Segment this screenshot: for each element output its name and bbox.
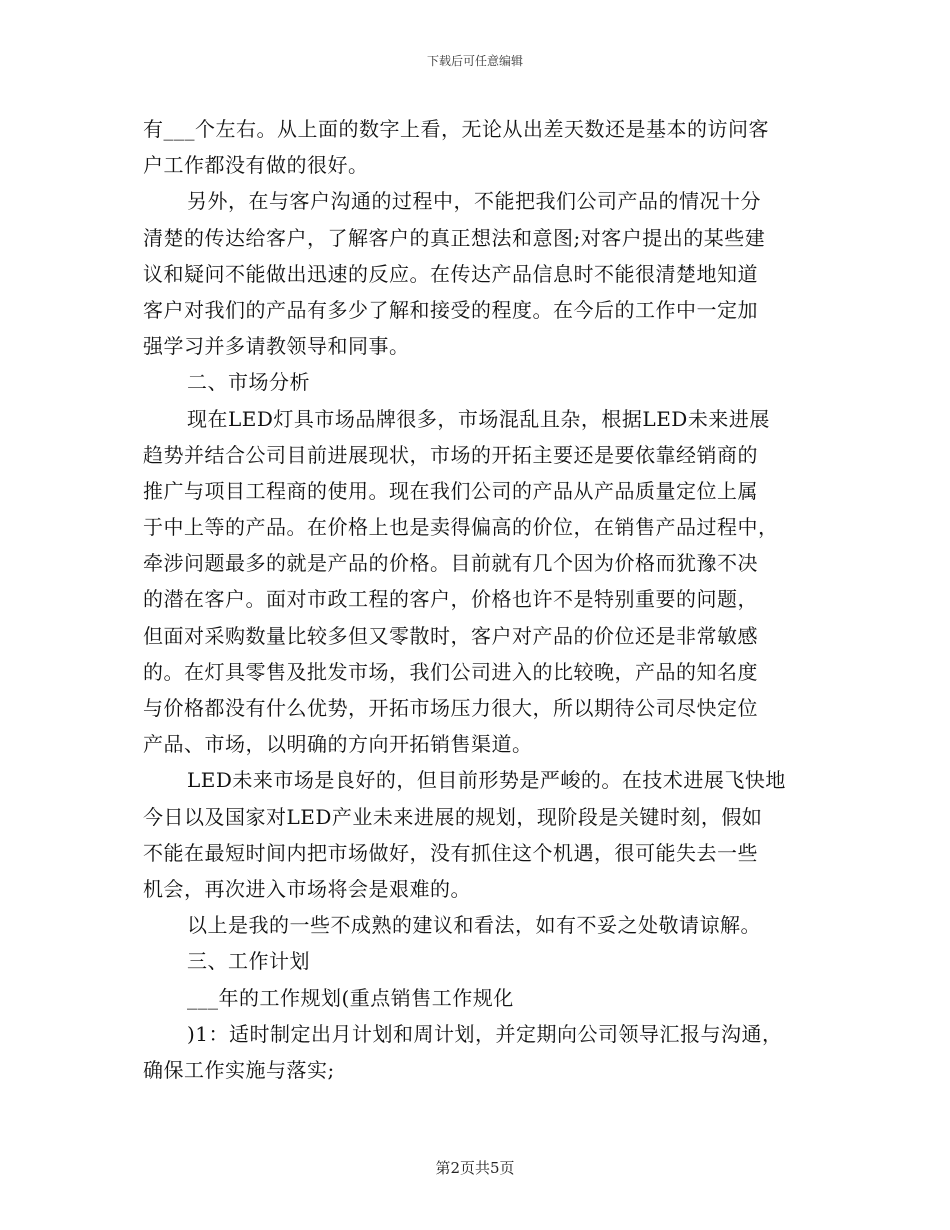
paragraph-communication [143, 183, 813, 364]
text-line: 另外，在与客户沟通的过程中，不能把我们公司产品的情况十分 [187, 189, 761, 214]
text-line: LED未来市场是良好的，但目前形势是严峻的。在技术进展飞快地 [187, 768, 786, 793]
text-line: 趋势并结合公司目前进展现状，市场的开拓主要还是要依靠经销商的 [143, 442, 758, 467]
page-header: 下载后可任意编辑 [426, 54, 523, 68]
paragraph-closing-remark [143, 907, 813, 943]
text-line: 牵涉问题最多的就是产品的价格。目前就有几个因为价格而犹豫不决 [143, 551, 758, 576]
paragraph-plan-item-1 [143, 1016, 813, 1088]
section-heading-market-analysis [143, 364, 813, 400]
text-line: 产品、市场，以明确的方向开拓销售渠道。 [143, 732, 533, 757]
text-line: 的潜在客户。面对市政工程的客户，价格也许不是特别重要的问题， [143, 587, 758, 612]
paragraph-plan-title [143, 980, 813, 1016]
text-line: 清楚的传达给客户，了解客户的真正想法和意图;对客户提出的某些建 [143, 225, 766, 250]
text-line: 今日以及国家对LED产业未来进展的规划，现阶段是关键时刻，假如 [143, 804, 763, 829]
text-line: 与价格都没有什么优势，开拓市场压力很大，所以期待公司尽快定位 [143, 696, 758, 720]
text-line: 确保工作实施与落实; [143, 1057, 335, 1082]
paragraph-led-outlook [143, 762, 813, 907]
paragraph-market-status [143, 401, 813, 763]
text-line: 推广与项目工程商的使用。现在我们公司的产品从产品质量定位上属 [143, 478, 758, 503]
heading-line: 二、市场分析 [187, 370, 310, 395]
text-line: )1：适时制定出月计划和周计划，并定期向公司领导汇报与沟通， [187, 1021, 783, 1046]
document-body [143, 111, 813, 1088]
text-line: 不能在最短时间内把市场做好，没有抓住这个机遇，很可能失去一些 [143, 840, 758, 865]
text-line: 现在LED灯具市场品牌很多，市场混乱且杂，根据LED未来进展 [187, 406, 770, 431]
text-line: 强学习并多请教领导和同事。 [143, 334, 410, 359]
section-heading-work-plan [143, 943, 813, 979]
text-line: 机会，再次进入市场将会是艰难的。 [143, 876, 471, 901]
page-footer: 第2页共5页 [435, 1159, 515, 1177]
paragraph-visit-summary [143, 111, 813, 183]
text-line: 的。在灯具零售及批发市场，我们公司进入的比较晚，产品的知名度 [143, 659, 758, 684]
text-line: 议和疑问不能做出迅速的反应。在传达产品信息时不能很清楚地知道 [143, 261, 758, 286]
text-line: 于中上等的产品。在价格上也是卖得偏高的价位，在销售产品过程中， [143, 515, 779, 540]
text-line: 但面对采购数量比较多但又零散时，客户对产品的价位还是非常敏感 [143, 623, 758, 648]
text-line: 有___个左右。从上面的数字上看，无论从出差天数还是基本的访问客 [143, 117, 769, 141]
heading-line: 三、工作计划 [187, 949, 310, 974]
text-line: ___年的工作规划(重点销售工作规化 [187, 985, 514, 1010]
text-line: 以上是我的一些不成熟的建议和看法，如有不妥之处敬请谅解。 [187, 913, 761, 938]
text-line: 户工作都没有做的很好。 [143, 153, 369, 178]
text-line: 客户对我们的产品有多少了解和接受的程度。在今后的工作中一定加 [143, 297, 758, 322]
